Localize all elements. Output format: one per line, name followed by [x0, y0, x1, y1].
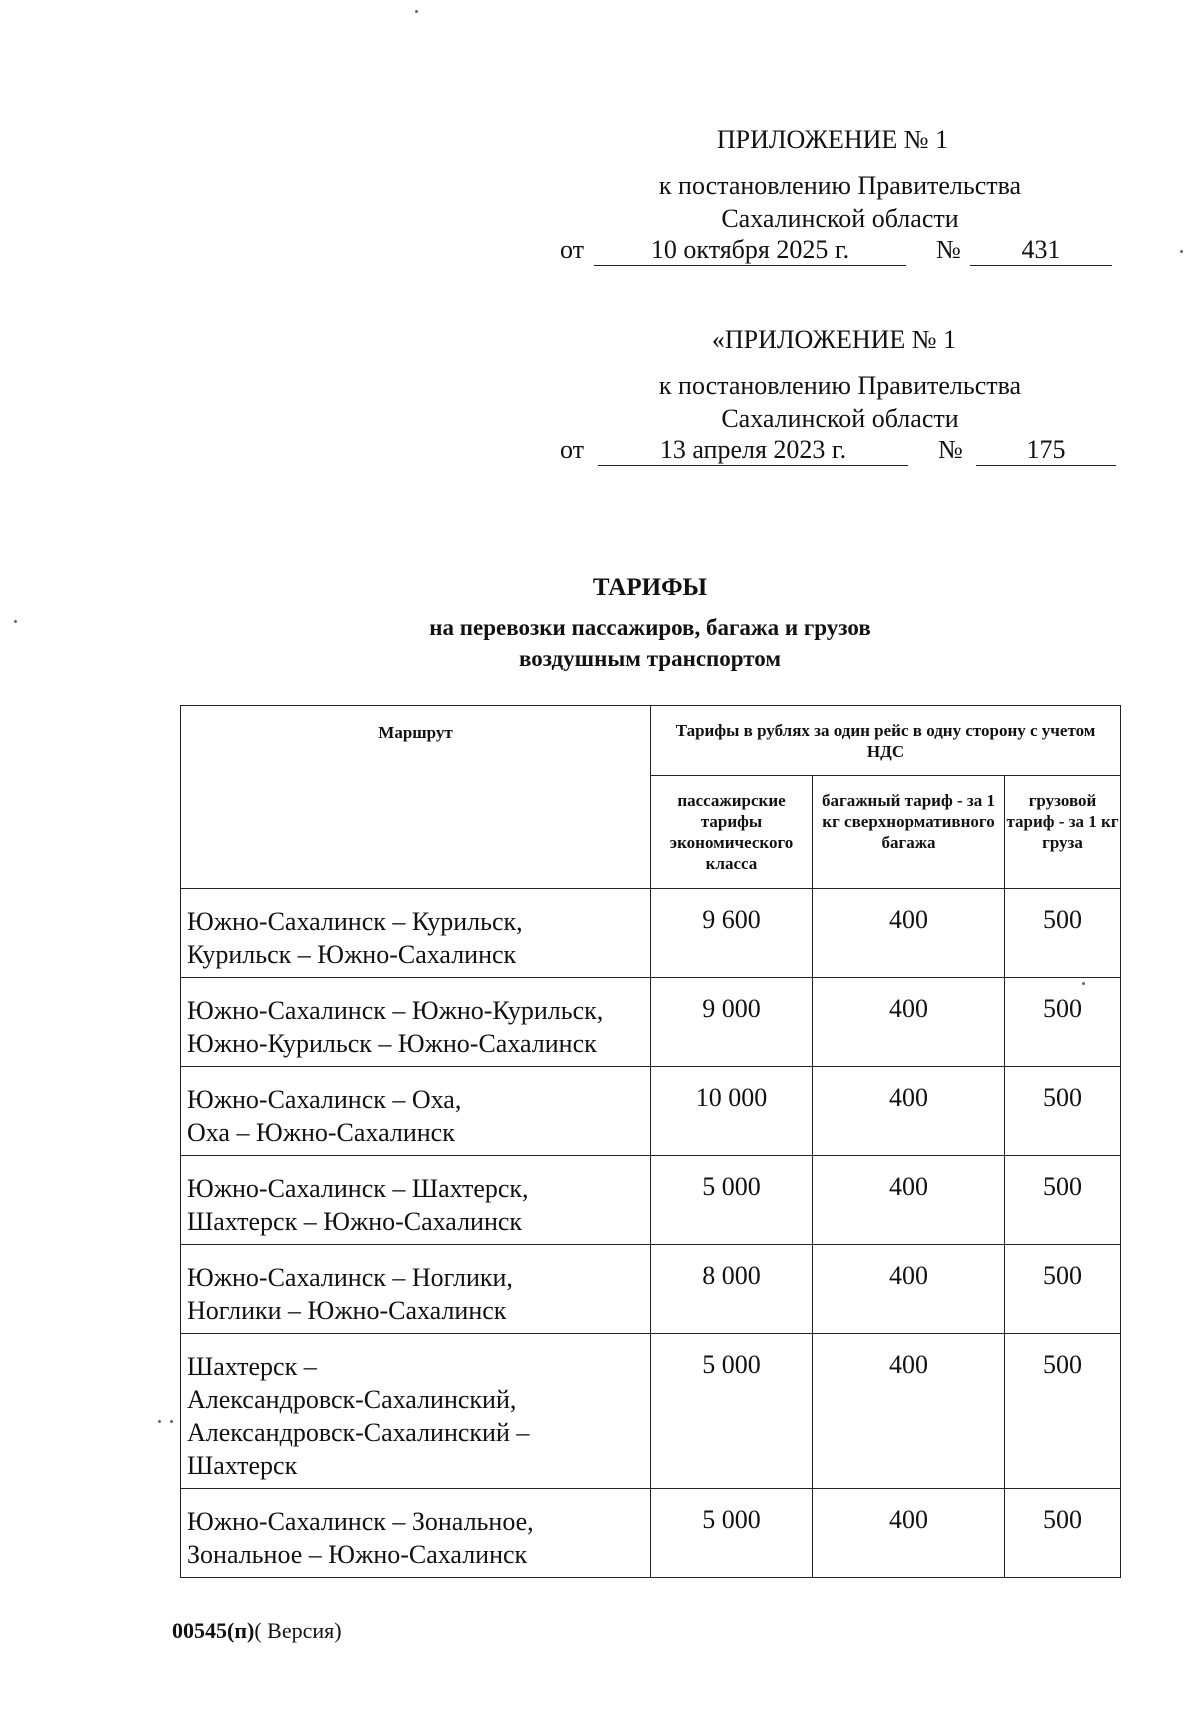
passenger-tariff-cell: 10 000	[651, 1067, 813, 1156]
passenger-tariff-cell: 8 000	[651, 1245, 813, 1334]
baggage-tariff-cell: 400	[813, 889, 1005, 978]
table-row	[181, 1156, 1121, 1245]
document-version: ( Версия)	[254, 1618, 342, 1643]
appendix-line-decree: к постановлению Правительства	[658, 371, 1022, 400]
table-row	[181, 1245, 1121, 1334]
cargo-tariff-cell: 500	[1005, 1489, 1121, 1578]
baggage-tariff-cell: 400	[813, 1067, 1005, 1156]
baggage-tariff-cell: 400	[813, 978, 1005, 1067]
baggage-tariff-cell: 400	[813, 1489, 1005, 1578]
cargo-tariff-cell: 500	[1005, 978, 1121, 1067]
scan-speck	[158, 1420, 161, 1423]
appendix-line-decree: к постановлению Правительства	[658, 171, 1022, 200]
cargo-tariff-cell: 500	[1005, 1245, 1121, 1334]
appendix-header-current	[560, 123, 1120, 269]
header-cargo: грузовой тариф - за 1 кг груза	[1005, 776, 1121, 889]
route-line: Шахтерск –	[187, 1352, 317, 1381]
document-footer	[172, 1618, 342, 1644]
table-row	[181, 889, 1121, 978]
table-row	[181, 1489, 1121, 1578]
document-code: 00545(п)	[172, 1618, 255, 1643]
tariff-rows	[181, 889, 1121, 1578]
baggage-tariff-cell: 400	[813, 1334, 1005, 1489]
route-line: Александровск-Сахалинский –	[187, 1418, 530, 1447]
route-line: Ноглики – Южно-Сахалинск	[187, 1296, 507, 1325]
route-cell	[181, 1067, 651, 1156]
number-label: №	[938, 435, 963, 464]
header-route: Маршрут	[181, 706, 651, 889]
header-baggage: багажный тариф - за 1 кг сверхнормативного багажа	[813, 776, 1005, 889]
cargo-tariff-cell: 500	[1005, 1334, 1121, 1489]
route-line: Южно-Сахалинск – Шахтерск,	[187, 1174, 529, 1203]
scan-speck	[415, 10, 418, 13]
passenger-tariff-cell: 5 000	[651, 1156, 813, 1245]
route-line: Южно-Сахалинск – Оха,	[187, 1085, 462, 1114]
route-line: Шахтерск – Южно-Сахалинск	[187, 1207, 523, 1236]
decree-date: 10 октября 2025 г.	[594, 235, 906, 266]
route-line: Южно-Сахалинск – Южно-Курильск,	[187, 996, 604, 1025]
tariff-table	[180, 705, 1121, 1578]
route-line: Южно-Сахалинск – Зональное,	[187, 1507, 534, 1536]
appendix-line-region: Сахалинской области	[721, 204, 959, 233]
baggage-tariff-cell: 400	[813, 1245, 1005, 1334]
route-line: Зональное – Южно-Сахалинск	[187, 1540, 528, 1569]
document-subtitle-2: воздушным транспортом	[518, 646, 782, 671]
decree-number: 431	[970, 235, 1112, 266]
table-row	[181, 978, 1121, 1067]
scan-speck	[14, 620, 17, 623]
route-cell	[181, 1245, 651, 1334]
decree-number: 175	[976, 435, 1116, 466]
appendix-title: «ПРИЛОЖЕНИЕ № 1	[711, 325, 957, 354]
passenger-tariff-cell: 9 000	[651, 978, 813, 1067]
appendix-header-original	[560, 323, 1120, 469]
scan-speck	[170, 1420, 173, 1423]
baggage-tariff-cell: 400	[813, 1156, 1005, 1245]
table-row	[181, 1067, 1121, 1156]
scan-speck	[1180, 250, 1183, 253]
route-cell	[181, 889, 651, 978]
route-line: Александровск-Сахалинский,	[187, 1385, 517, 1414]
cargo-tariff-cell: 500	[1005, 889, 1121, 978]
header-tariffs-group: Тарифы в рублях за один рейс в одну сторону с учетом НДС	[651, 706, 1121, 776]
route-cell	[181, 1156, 651, 1245]
header-passenger: пассажирские тарифы экономического класса	[651, 776, 813, 889]
cargo-tariff-cell: 500	[1005, 1067, 1121, 1156]
route-line: Южно-Сахалинск – Ноглики,	[187, 1263, 513, 1292]
passenger-tariff-cell: 5 000	[651, 1489, 813, 1578]
appendix-line-region: Сахалинской области	[721, 404, 959, 433]
appendix-title: ПРИЛОЖЕНИЕ № 1	[716, 125, 949, 154]
route-line: Шахтерск	[187, 1451, 298, 1480]
decree-date: 13 апреля 2023 г.	[598, 435, 908, 466]
from-label: от	[560, 435, 585, 464]
passenger-tariff-cell: 5 000	[651, 1334, 813, 1489]
route-line: Курильск – Южно-Сахалинск	[187, 940, 517, 969]
route-line: Южно-Курильск – Южно-Сахалинск	[187, 1029, 597, 1058]
appendix-reference-row	[560, 235, 1120, 269]
passenger-tariff-cell: 9 600	[651, 889, 813, 978]
table-row	[181, 1334, 1121, 1489]
document-subtitle-1: на перевозки пассажиров, багажа и грузов	[429, 615, 871, 640]
route-cell	[181, 1334, 651, 1489]
route-line: Оха – Южно-Сахалинск	[187, 1118, 455, 1147]
from-label: от	[560, 235, 585, 264]
route-cell	[181, 1489, 651, 1578]
appendix-reference-row	[560, 435, 1120, 469]
number-label: №	[936, 235, 961, 264]
cargo-tariff-cell: 500	[1005, 1156, 1121, 1245]
route-cell	[181, 978, 651, 1067]
document-title: ТАРИФЫ	[592, 574, 708, 601]
route-line: Южно-Сахалинск – Курильск,	[187, 907, 523, 936]
scan-speck	[1082, 982, 1085, 985]
